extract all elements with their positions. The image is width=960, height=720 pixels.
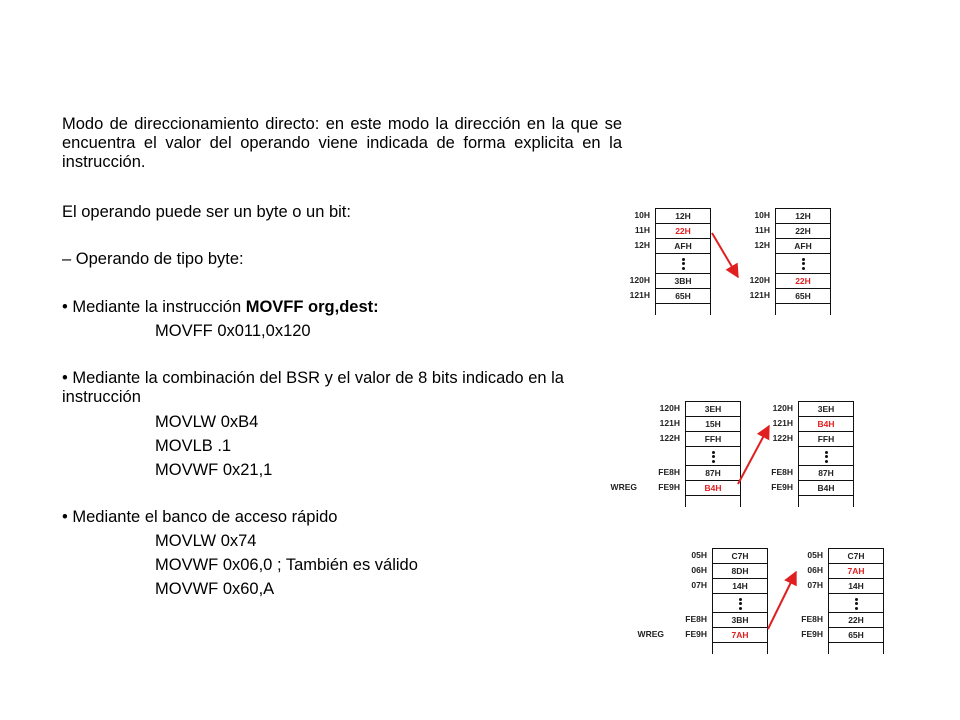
code-line: MOVLW 0xB4 bbox=[155, 413, 259, 431]
address-label: 06H bbox=[807, 565, 823, 575]
memory-cell: B4H bbox=[798, 416, 854, 432]
memory-cell: FFH bbox=[685, 431, 741, 447]
address-label: FE8H bbox=[685, 614, 707, 624]
bullet-bsr-line1: • Mediante la combinación del BSR y el valor de 8 bits indicado en la bbox=[62, 369, 564, 387]
memory-cell: 14H bbox=[828, 578, 884, 594]
code-line: MOVLW 0x74 bbox=[155, 532, 257, 550]
memory-cell: AFH bbox=[655, 238, 711, 254]
memory-cell: 22H bbox=[828, 612, 884, 628]
memory-cell: B4H bbox=[685, 480, 741, 496]
address-label: 07H bbox=[807, 580, 823, 590]
address-label: 07H bbox=[691, 580, 707, 590]
address-label: FE9H bbox=[658, 482, 680, 492]
address-label: 122H bbox=[659, 433, 680, 443]
memory-cell: FFH bbox=[798, 431, 854, 447]
memory-cell: C7H bbox=[712, 548, 768, 564]
address-label: 120H bbox=[659, 403, 680, 413]
memory-cell: 65H bbox=[775, 288, 831, 304]
memory-cell: 87H bbox=[798, 465, 854, 481]
memory-cell: 14H bbox=[712, 578, 768, 594]
address-label: 122H bbox=[772, 433, 793, 443]
memory-cell: B4H bbox=[798, 480, 854, 496]
byte-type-text: – Operando de tipo byte: bbox=[62, 250, 244, 268]
memory-cell: 8DH bbox=[712, 563, 768, 579]
code-line: MOVWF 0x06,0 ; También es válido bbox=[155, 556, 418, 574]
address-label: FE8H bbox=[801, 614, 823, 624]
arrow-1 bbox=[712, 233, 738, 277]
bullet-access-bank: • Mediante el banco de acceso rápido bbox=[62, 508, 338, 526]
address-label: FE9H bbox=[801, 629, 823, 639]
memory-cell: 12H bbox=[775, 208, 831, 224]
address-label: 120H bbox=[749, 275, 770, 285]
memory-cell: 7AH bbox=[712, 627, 768, 643]
memory-cell: 3BH bbox=[655, 273, 711, 289]
wreg-label: WREG bbox=[610, 482, 637, 492]
code-line: MOVWF 0x21,1 bbox=[155, 461, 273, 479]
code-line: MOVFF 0x011,0x120 bbox=[155, 322, 311, 340]
intro-paragraph: Modo de direccionamiento directo: en este modo la dirección en la que se encuentra el valor del operando viene indicada de forma explicita en la instrucción. bbox=[62, 115, 622, 171]
address-label: 06H bbox=[691, 565, 707, 575]
address-label: 121H bbox=[772, 418, 793, 428]
code-line: MOVLB .1 bbox=[155, 437, 232, 455]
address-label: 12H bbox=[754, 240, 770, 250]
bullet-movff-bold: MOVFF org,dest: bbox=[245, 298, 379, 316]
address-label: 11H bbox=[634, 225, 650, 235]
memory-cell: AFH bbox=[775, 238, 831, 254]
memory-cell: 3BH bbox=[712, 612, 768, 628]
address-label: 12H bbox=[634, 240, 650, 250]
memory-cell: 3EH bbox=[798, 401, 854, 417]
address-label: 11H bbox=[754, 225, 770, 235]
address-label: 121H bbox=[749, 290, 770, 300]
address-label: FE8H bbox=[658, 467, 680, 477]
memory-cell: 15H bbox=[685, 416, 741, 432]
memory-cell: 87H bbox=[685, 465, 741, 481]
memory-cell: C7H bbox=[828, 548, 884, 564]
memory-cell: 7AH bbox=[828, 563, 884, 579]
address-label: 120H bbox=[629, 275, 650, 285]
address-label: 120H bbox=[772, 403, 793, 413]
memory-cell: 12H bbox=[655, 208, 711, 224]
address-label: 05H bbox=[807, 550, 823, 560]
operand-text: El operando puede ser un byte o un bit: bbox=[62, 203, 351, 221]
address-label: FE9H bbox=[771, 482, 793, 492]
address-label: FE9H bbox=[685, 629, 707, 639]
memory-cell: 22H bbox=[655, 223, 711, 239]
memory-cell: 3EH bbox=[685, 401, 741, 417]
address-label: 05H bbox=[691, 550, 707, 560]
address-label: 121H bbox=[659, 418, 680, 428]
memory-cell: 65H bbox=[655, 288, 711, 304]
address-label: 10H bbox=[634, 210, 650, 220]
bullet-movff-prefix: • Mediante la instrucción bbox=[62, 298, 246, 316]
address-label: 10H bbox=[754, 210, 770, 220]
memory-cell: 22H bbox=[775, 223, 831, 239]
bullet-bsr-line2: instrucción bbox=[62, 388, 141, 406]
memory-cell: 22H bbox=[775, 273, 831, 289]
memory-cell: 65H bbox=[828, 627, 884, 643]
code-line: MOVWF 0x60,A bbox=[155, 580, 275, 598]
address-label: 121H bbox=[629, 290, 650, 300]
arrow-3 bbox=[768, 572, 796, 629]
wreg-label: WREG bbox=[637, 629, 664, 639]
address-label: FE8H bbox=[771, 467, 793, 477]
arrow-2 bbox=[738, 426, 769, 484]
